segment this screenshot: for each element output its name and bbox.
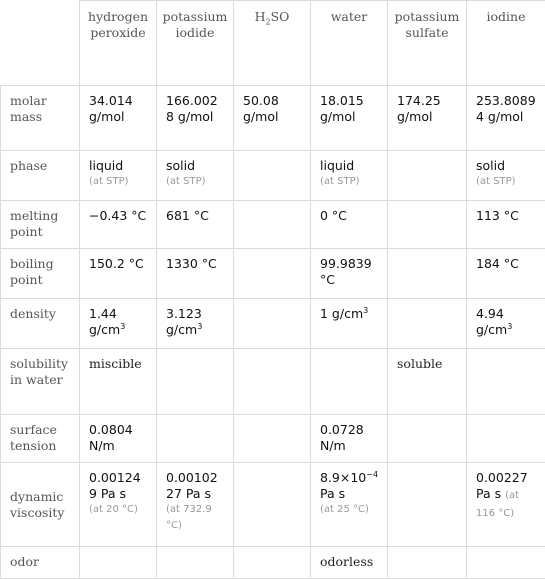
- table-row: [1, 86, 545, 151]
- table-row: [1, 463, 545, 547]
- cell: odorless: [311, 547, 388, 579]
- cell: −0.43 °C: [80, 201, 157, 249]
- row-label-boiling-point: boiling point: [1, 249, 80, 299]
- cell: [388, 249, 467, 299]
- cell-unit: Pa s: [320, 486, 346, 501]
- cell-value: 3.123 g/cm: [166, 306, 202, 337]
- column-header-water: water: [311, 1, 388, 86]
- cell-value: 8.9×10: [320, 470, 367, 485]
- column-header-potassium-sulfate: potassium sulfate: [388, 1, 467, 86]
- cell: [234, 349, 311, 415]
- row-label-text: dynamic viscosity: [10, 489, 65, 520]
- cell: 0.0804 N/m: [80, 415, 157, 463]
- cell: [80, 547, 157, 579]
- cell: [388, 463, 467, 547]
- cell-note: (at STP): [89, 176, 129, 187]
- cell: [388, 547, 467, 579]
- table-row: [1, 349, 545, 415]
- cell-value: solid: [476, 158, 506, 173]
- cell: [467, 299, 545, 349]
- cell: 34.014 g/mol: [80, 86, 157, 151]
- header-row: [1, 1, 545, 86]
- table-row: [1, 201, 545, 249]
- cell: 1330 °C: [157, 249, 234, 299]
- cell: 18.015 g/mol: [311, 86, 388, 151]
- column-header-hydrogen-peroxide: hydrogen peroxide: [80, 1, 157, 86]
- cell: [311, 299, 388, 349]
- cell-exponent: 3: [197, 322, 203, 331]
- cell-note: (at STP): [166, 176, 206, 187]
- cell-exponent: 3: [363, 306, 369, 315]
- cell: [234, 201, 311, 249]
- cell: [234, 249, 311, 299]
- cell: 99.9839 °C: [311, 249, 388, 299]
- cell-note: (at 116 °C): [476, 490, 520, 519]
- column-header-potassium-iodide: potassium iodide: [157, 1, 234, 86]
- cell: [157, 151, 234, 201]
- row-label-molar-mass: molar mass: [1, 86, 80, 151]
- cell: [80, 299, 157, 349]
- cell-value: 0.00227 Pa s: [476, 470, 528, 501]
- table-row: [1, 547, 545, 579]
- cell: [388, 415, 467, 463]
- row-label-density: density: [1, 299, 80, 349]
- cell-exponent: 3: [507, 322, 513, 331]
- cell: [157, 415, 234, 463]
- table-row: [1, 151, 545, 201]
- cell: 681 °C: [157, 201, 234, 249]
- table-row: [1, 415, 545, 463]
- cell: 50.08 g/mol: [234, 86, 311, 151]
- cell: 253.80894 g/mol: [467, 86, 545, 151]
- cell: [157, 299, 234, 349]
- cell: 0.0728 N/m: [311, 415, 388, 463]
- cell: [467, 151, 545, 201]
- cell: [157, 349, 234, 415]
- row-label-melting-point: melting point: [1, 201, 80, 249]
- cell-note: (at 732.9 °C): [166, 504, 212, 531]
- cell-exponent: 3: [120, 322, 126, 331]
- cell-value: 1.44 g/cm: [89, 306, 121, 337]
- cell: [388, 299, 467, 349]
- table-row: [1, 299, 545, 349]
- table-row: [1, 249, 545, 299]
- cell: [234, 299, 311, 349]
- cell: 113 °C: [467, 201, 545, 249]
- cell: [388, 201, 467, 249]
- cell-value: solid: [166, 158, 196, 173]
- cell: [311, 463, 388, 547]
- cell: [467, 463, 545, 547]
- column-header-h2so: $H_2SO$: [234, 1, 311, 86]
- row-label-surface-tension: surface tension: [1, 415, 80, 463]
- cell-value: liquid: [320, 158, 355, 173]
- cell-value: 0.0010227 Pa s: [166, 470, 218, 501]
- cell-note: (at 25 °C): [320, 504, 369, 515]
- cell: [234, 415, 311, 463]
- column-header-iodine: iodine: [467, 1, 545, 86]
- cell: [157, 547, 234, 579]
- cell: [157, 463, 234, 547]
- row-label-odor: odor: [1, 547, 80, 579]
- cell: [467, 415, 545, 463]
- row-label-phase: phase: [1, 151, 80, 201]
- cell: [234, 547, 311, 579]
- cell-value: liquid: [89, 158, 124, 173]
- cell: [80, 463, 157, 547]
- cell: soluble: [388, 349, 467, 415]
- cell-value: 0.001249 Pa s: [89, 470, 141, 501]
- cell: [311, 151, 388, 201]
- cell: [388, 151, 467, 201]
- cell: 174.25 g/mol: [388, 86, 467, 151]
- cell: [311, 349, 388, 415]
- cell: 184 °C: [467, 249, 545, 299]
- cell: [80, 151, 157, 201]
- corner-cell: [1, 1, 80, 86]
- cell-value: 4.94 g/cm: [476, 306, 508, 337]
- cell-note: (at 20 °C): [89, 504, 138, 515]
- cell: miscible: [80, 349, 157, 415]
- cell: [467, 547, 545, 579]
- cell: 150.2 °C: [80, 249, 157, 299]
- cell-note: (at STP): [476, 176, 516, 187]
- cell: [467, 349, 545, 415]
- cell: [234, 463, 311, 547]
- cell: 166.0028 g/mol: [157, 86, 234, 151]
- cell-note: (at STP): [320, 176, 360, 187]
- row-label-dynamic-viscosity: [1, 463, 80, 547]
- cell-exponent: −4: [366, 470, 379, 479]
- row-label-solubility: solubility in water: [1, 349, 80, 415]
- cell-value: 1 g/cm: [320, 306, 364, 321]
- cell: 0 °C: [311, 201, 388, 249]
- cell: [234, 151, 311, 201]
